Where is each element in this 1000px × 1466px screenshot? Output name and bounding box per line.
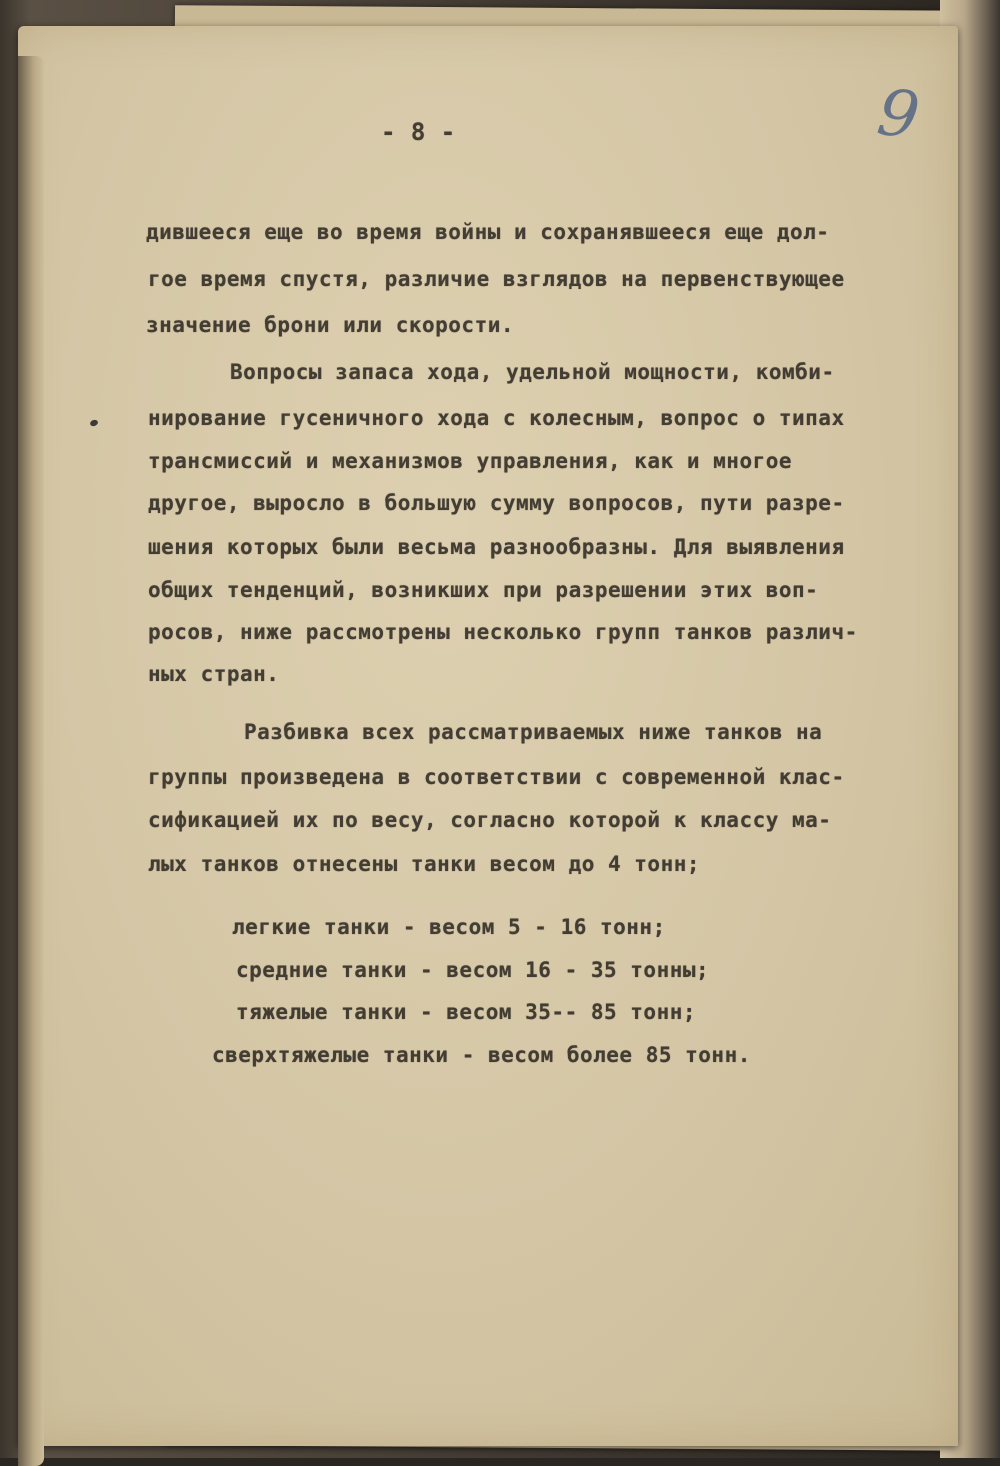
text-line: другое, выросло в большую сумму вопросов, пути разре- [148, 491, 845, 515]
document-page [18, 26, 958, 1446]
text-line: группы произведена в соответствии с современной клас- [148, 765, 845, 789]
page-number: - 8 - [381, 118, 456, 146]
text-line: значение брони или скорости. [146, 313, 515, 337]
text-line: гое время спустя, различие взглядов на первенствующее [148, 267, 845, 291]
page-binding-curl [18, 56, 44, 1466]
text-line: ных стран. [148, 662, 280, 686]
classification-item: легкие танки - весом 5 - 16 тонн; [232, 915, 666, 939]
text-line: Вопросы запаса хода, удельной мощности, комби- [230, 360, 835, 384]
text-line: дившееся еще во время войны и сохранявшееся еще дол- [146, 220, 830, 244]
classification-item: сверхтяжелые танки - весом более 85 тонн. [212, 1043, 751, 1067]
margin-ink-mark [89, 419, 99, 427]
classification-item: тяжелые танки - весом 35-- 85 тонн; [236, 1000, 697, 1024]
text-line: сификацией их по весу, согласно которой к классу ма- [148, 808, 832, 832]
text-line: лых танков отнесены танки весом до 4 тонн; [148, 852, 701, 876]
handwritten-folio-number: 9 [873, 75, 924, 155]
text-line: нирование гусеничного хода с колесным, вопрос о типах [148, 406, 845, 430]
text-line: росов, ниже рассмотрены несколько групп танков различ- [148, 620, 858, 644]
classification-item: средние танки - весом 16 - 35 тонны; [236, 958, 710, 982]
text-line: трансмиссий и механизмов управления, как и многое [148, 449, 793, 473]
text-line: Разбивка всех рассматриваемых ниже танков на [244, 720, 823, 744]
text-line: шения которых были весьма разнообразны. Для выявления [148, 535, 845, 559]
text-line: общих тенденций, возникших при разрешении этих воп- [148, 578, 819, 602]
